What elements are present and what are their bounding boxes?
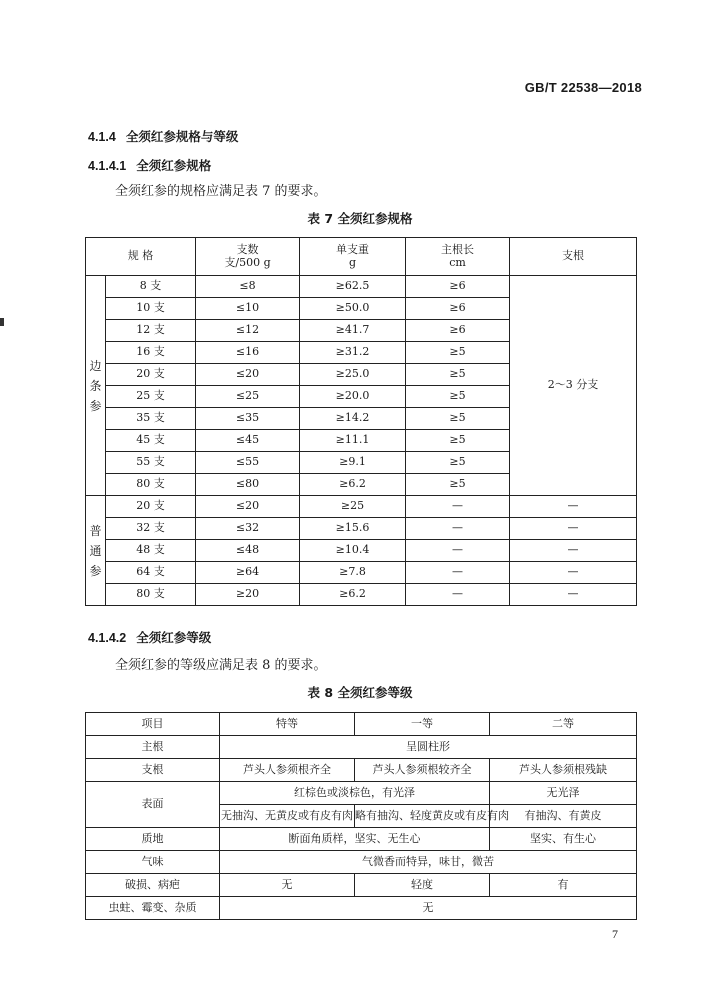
row-label-smell: 气味 [86, 851, 220, 874]
cell-texture-special-first: 断面角质样，坚实、无生心 [220, 828, 490, 851]
table-row [86, 518, 637, 540]
cell-branch: — [510, 518, 637, 540]
group-label-putong: 普 通 参 [86, 496, 106, 606]
cell-branch-root-first: 芦头人参须根较齐全 [355, 759, 490, 782]
cell-weight: ≥14.2 [300, 408, 406, 430]
cell-branch-root-second: 芦头人参须根残缺 [490, 759, 637, 782]
cell-weight: ≥7.8 [300, 562, 406, 584]
cell-length: ≥5 [406, 430, 510, 452]
table-row [86, 851, 637, 874]
cell-spec: 80 支 [106, 474, 196, 496]
cell-count: ≤35 [196, 408, 300, 430]
cell-count: ≥20 [196, 584, 300, 606]
cell-branch: — [510, 540, 637, 562]
table8-caption: 表 8 全须红参等级 [307, 685, 413, 700]
table-header-row [86, 713, 637, 736]
cell-weight: ≥31.2 [300, 342, 406, 364]
header-count: 支数 支/500 g [196, 238, 300, 276]
cell-length: ≥5 [406, 474, 510, 496]
cell-length: ≥5 [406, 408, 510, 430]
section-title: 全须红参等级 [136, 630, 212, 645]
cell-length: ≥6 [406, 320, 510, 342]
header-spec: 规 格 [86, 238, 196, 276]
cell-length: — [406, 562, 510, 584]
cell-spec: 48 支 [106, 540, 196, 562]
section-number: 4.1.4.2 [88, 631, 127, 645]
cell-count: ≤55 [196, 452, 300, 474]
table-row [86, 736, 637, 759]
cell-count: ≤20 [196, 496, 300, 518]
cell-surface-first: 略有抽沟、轻度黄皮或有皮有肉 [355, 805, 490, 828]
cell-damage-second: 有 [490, 874, 637, 897]
cell-length: — [406, 584, 510, 606]
cell-count: ≤20 [196, 364, 300, 386]
cell-main-root-all: 呈圆柱形 [220, 736, 637, 759]
header-length: 主根长 cm [406, 238, 510, 276]
section-heading-4-1-4 [88, 127, 238, 145]
cell-length: ≥6 [406, 276, 510, 298]
cell-length: ≥5 [406, 364, 510, 386]
cell-smell-all: 气微香而特异，味甘，微苦 [220, 851, 637, 874]
header-grade-second: 二等 [490, 713, 637, 736]
table-row [86, 828, 637, 851]
cell-spec: 35 支 [106, 408, 196, 430]
cell-length: ≥6 [406, 298, 510, 320]
standard-number: GB/T 22538—2018 [524, 80, 642, 95]
table-row [86, 759, 637, 782]
page-number: 7 [612, 927, 618, 941]
cell-count: ≤8 [196, 276, 300, 298]
table-row [86, 540, 637, 562]
cell-surface-color-special-first: 红棕色或淡棕色，有光泽 [220, 782, 490, 805]
cell-damage-special: 无 [220, 874, 355, 897]
row-label-surface: 表面 [86, 782, 220, 828]
cell-count: ≤45 [196, 430, 300, 452]
cell-weight: ≥10.4 [300, 540, 406, 562]
cell-surface-second: 有抽沟、有黄皮 [490, 805, 637, 828]
scan-edge-mark [0, 318, 4, 326]
cell-count: ≤16 [196, 342, 300, 364]
cell-spec: 55 支 [106, 452, 196, 474]
cell-weight: ≥6.2 [300, 474, 406, 496]
row-label-texture: 质地 [86, 828, 220, 851]
cell-count: ≤12 [196, 320, 300, 342]
cell-spec: 20 支 [106, 364, 196, 386]
cell-count: ≤10 [196, 298, 300, 320]
row-label-damage: 破损、病疤 [86, 874, 220, 897]
cell-surface-special: 无抽沟、无黄皮或有皮有肉 [220, 805, 355, 828]
cell-count: ≤32 [196, 518, 300, 540]
cell-branch-group1: 2～3 分支 [510, 276, 637, 496]
section-number: 4.1.4.1 [88, 159, 127, 173]
table-row [86, 496, 637, 518]
section-title: 全须红参规格 [136, 158, 212, 173]
header-grade-first: 一等 [355, 713, 490, 736]
cell-length: — [406, 540, 510, 562]
cell-spec: 25 支 [106, 386, 196, 408]
cell-weight: ≥50.0 [300, 298, 406, 320]
section-title: 全须红参规格与等级 [125, 129, 239, 144]
cell-weight: ≥62.5 [300, 276, 406, 298]
header-weight: 单支重 g [300, 238, 406, 276]
paragraph-table8-ref: 全须红参的等级应满足表 8 的要求。 [115, 658, 327, 673]
cell-weight: ≥9.1 [300, 452, 406, 474]
section-heading-4-1-4-1 [88, 156, 211, 174]
cell-surface-color-second: 无光泽 [490, 782, 637, 805]
cell-spec: 80 支 [106, 584, 196, 606]
cell-weight: ≥6.2 [300, 584, 406, 606]
cell-spec: 10 支 [106, 298, 196, 320]
cell-weight: ≥25 [300, 496, 406, 518]
table-header-row [86, 238, 637, 276]
cell-count: ≤80 [196, 474, 300, 496]
section-heading-4-1-4-2 [88, 628, 211, 646]
cell-texture-second: 坚实、有生心 [490, 828, 637, 851]
cell-weight: ≥11.1 [300, 430, 406, 452]
table-row [86, 782, 637, 805]
cell-branch: — [510, 584, 637, 606]
cell-spec: 32 支 [106, 518, 196, 540]
cell-spec: 16 支 [106, 342, 196, 364]
cell-length: — [406, 496, 510, 518]
cell-weight: ≥20.0 [300, 386, 406, 408]
cell-weight: ≥25.0 [300, 364, 406, 386]
cell-weight: ≥15.6 [300, 518, 406, 540]
cell-spec: 12 支 [106, 320, 196, 342]
group-label-biantiao: 边 条 参 [86, 276, 106, 496]
cell-branch-root-special: 芦头人参须根齐全 [220, 759, 355, 782]
cell-length: — [406, 518, 510, 540]
cell-spec: 45 支 [106, 430, 196, 452]
cell-weight: ≥41.7 [300, 320, 406, 342]
cell-spec: 20 支 [106, 496, 196, 518]
header-grade-special: 特等 [220, 713, 355, 736]
table7 [85, 237, 637, 606]
cell-count: ≤48 [196, 540, 300, 562]
table-row [86, 874, 637, 897]
cell-spec: 8 支 [106, 276, 196, 298]
section-number: 4.1.4 [88, 130, 116, 144]
table-row [86, 562, 637, 584]
cell-damage-first: 轻度 [355, 874, 490, 897]
cell-count: ≥64 [196, 562, 300, 584]
table7-caption: 表 7 全须红参规格 [307, 211, 413, 226]
cell-branch: — [510, 496, 637, 518]
header-item: 项目 [86, 713, 220, 736]
row-label-main-root: 主根 [86, 736, 220, 759]
cell-spec: 64 支 [106, 562, 196, 584]
cell-branch: — [510, 562, 637, 584]
table-row [86, 276, 637, 298]
table-row [86, 584, 637, 606]
paragraph-table7-ref: 全须红参的规格应满足表 7 的要求。 [115, 184, 327, 199]
table-row [86, 897, 637, 920]
table8 [85, 712, 637, 920]
cell-length: ≥5 [406, 452, 510, 474]
cell-count: ≤25 [196, 386, 300, 408]
row-label-pests: 虫蛀、霉变、杂质 [86, 897, 220, 920]
cell-length: ≥5 [406, 342, 510, 364]
row-label-branch-root: 支根 [86, 759, 220, 782]
cell-pests-all: 无 [220, 897, 637, 920]
cell-length: ≥5 [406, 386, 510, 408]
header-branch: 支根 [510, 238, 637, 276]
